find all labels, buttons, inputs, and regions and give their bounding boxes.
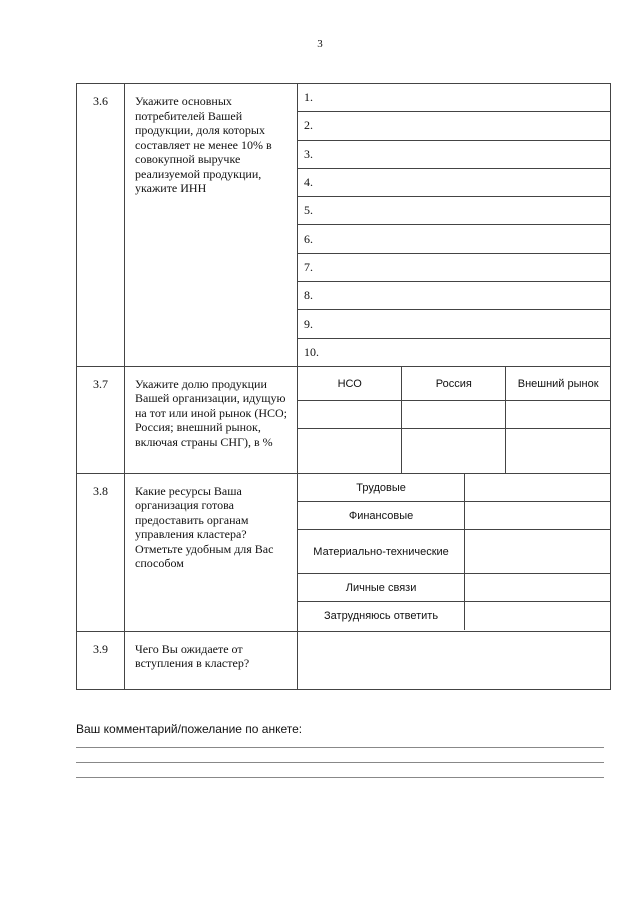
consumer-entry[interactable]: 8. [298,282,610,310]
question-text: Укажите основных потребителей Вашей продукции, доля которых составляет не менее 10% в совокупной выручке реализуемой продукции, укажите ИНН [125,84,298,367]
consumer-entry[interactable]: 1. [298,84,610,112]
expectations-answer-cell[interactable] [298,631,611,689]
question-number: 3.9 [77,631,125,689]
share-cell[interactable] [402,401,506,429]
share-cell[interactable] [506,401,610,429]
question-number: 3.7 [77,366,125,473]
resource-label-material: Материально-технические [298,530,465,574]
question-number: 3.8 [77,473,125,631]
consumer-entry[interactable]: 5. [298,197,610,225]
consumer-entry[interactable]: 9. [298,310,610,338]
resource-label-hard-to-answer: Затрудняюсь ответить [298,602,465,630]
resource-mark-cell[interactable] [465,474,610,502]
question-text: Укажите долю продукции Вашей организации, идущую на тот или иной рынок (НСО; Россия; внешний рынок, включая страны СНГ), в % [125,366,298,473]
resource-mark-cell[interactable] [465,502,610,530]
column-header-nso: НСО [298,367,402,401]
question-row-3-9 [77,631,611,689]
question-row-3-6 [77,84,611,367]
comment-line[interactable] [76,777,604,778]
market-share-grid [298,366,611,473]
resource-label-personal-connections: Личные связи [298,574,465,602]
consumer-entry[interactable]: 3. [298,140,610,168]
question-text: Чего Вы ожидаете от вступления в кластер? [125,631,298,689]
column-header-foreign-market: Внешний рынок [506,367,610,401]
consumer-entry[interactable]: 7. [298,253,610,281]
consumer-list [298,84,611,367]
share-cell[interactable] [298,401,402,429]
resource-label-labor: Трудовые [298,474,465,502]
resource-mark-cell[interactable] [465,602,610,630]
question-text: Какие ресурсы Ваша организация готова предоставить органам управления кластера? Отметьте удобным для Вас способом [125,473,298,631]
comment-line[interactable] [76,747,604,748]
question-row-3-8 [77,473,611,631]
resource-label-financial: Финансовые [298,502,465,530]
column-header-russia: Россия [402,367,506,401]
comment-line[interactable] [76,762,604,763]
share-cell[interactable] [506,429,610,473]
question-number: 3.6 [77,84,125,367]
resources-grid [298,473,611,631]
share-cell[interactable] [298,429,402,473]
consumer-entry[interactable]: 6. [298,225,610,253]
consumer-entry[interactable]: 10. [298,338,610,366]
questionnaire-table [76,83,611,690]
share-cell[interactable] [402,429,506,473]
question-row-3-7 [77,366,611,473]
consumer-entry[interactable]: 4. [298,168,610,196]
resource-mark-cell[interactable] [465,530,610,574]
comment-label: Ваш комментарий/пожелание по анкете: [76,722,303,736]
resource-mark-cell[interactable] [465,574,610,602]
page-number: 3 [317,38,323,50]
consumer-entry[interactable]: 2. [298,112,610,140]
